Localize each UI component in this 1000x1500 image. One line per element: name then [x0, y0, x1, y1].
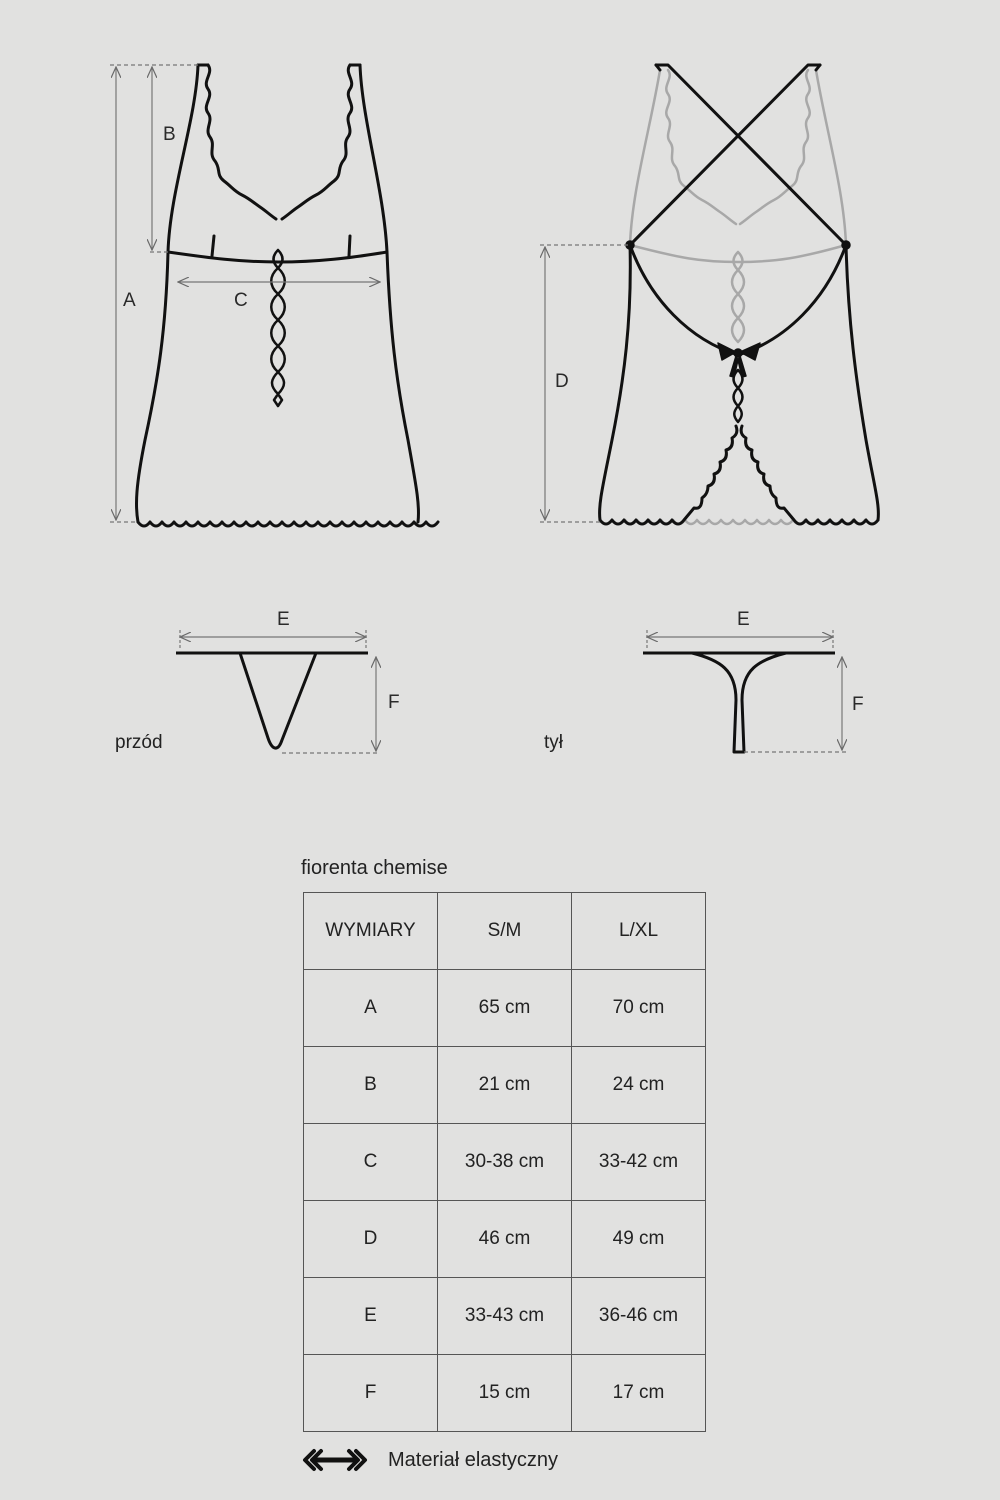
chemise-back-drawing	[600, 65, 879, 524]
dim-label-f-front: F	[388, 692, 400, 713]
table-header-cell: S/M	[438, 893, 572, 970]
dim-label-d: D	[555, 371, 569, 392]
table-cell: 70 cm	[572, 970, 706, 1047]
table-cell: 15 cm	[438, 1355, 572, 1432]
back-view-label: tył	[544, 732, 563, 753]
dim-label-e-back: E	[737, 609, 750, 630]
thong-back-dimensions	[647, 630, 846, 752]
dim-label-f-back: F	[852, 694, 864, 715]
table-header-row	[304, 893, 706, 970]
elastic-material-arrows-icon	[302, 1446, 368, 1474]
table-cell: 33-43 cm	[438, 1278, 572, 1355]
chemise-front-drawing	[136, 65, 438, 526]
table-cell: E	[304, 1278, 438, 1355]
thong-back-drawing	[643, 653, 835, 752]
table-cell: 17 cm	[572, 1355, 706, 1432]
table-cell: 36-46 cm	[572, 1278, 706, 1355]
table-row	[304, 1124, 706, 1201]
table-cell: 24 cm	[572, 1047, 706, 1124]
table-cell: 49 cm	[572, 1201, 706, 1278]
table-header-cell: WYMIARY	[304, 893, 438, 970]
table-row	[304, 1278, 706, 1355]
size-table	[303, 892, 706, 1432]
front-view-label: przód	[115, 732, 163, 753]
dim-label-e-front: E	[277, 609, 290, 630]
legend	[302, 1446, 558, 1474]
table-cell: 30-38 cm	[438, 1124, 572, 1201]
table-row	[304, 1201, 706, 1278]
table-cell: D	[304, 1201, 438, 1278]
thong-front-dimensions	[180, 630, 380, 753]
table-header-cell: L/XL	[572, 893, 706, 970]
legend-text: Materiał elastyczny	[388, 1448, 559, 1471]
back-dimensions	[540, 245, 628, 522]
table-cell: F	[304, 1355, 438, 1432]
table-cell: 33-42 cm	[572, 1124, 706, 1201]
table-cell: A	[304, 970, 438, 1047]
table-row	[304, 1047, 706, 1124]
table-row	[304, 1355, 706, 1432]
thong-front-drawing	[176, 653, 368, 748]
dim-label-a: A	[123, 290, 136, 311]
table-cell: 46 cm	[438, 1201, 572, 1278]
dim-label-b: B	[163, 124, 176, 145]
table-row	[304, 970, 706, 1047]
table-cell: C	[304, 1124, 438, 1201]
table-cell: 65 cm	[438, 970, 572, 1047]
table-cell: B	[304, 1047, 438, 1124]
dim-label-c: C	[234, 290, 248, 311]
table-cell: 21 cm	[438, 1047, 572, 1124]
table-title: fiorenta chemise	[301, 857, 448, 879]
